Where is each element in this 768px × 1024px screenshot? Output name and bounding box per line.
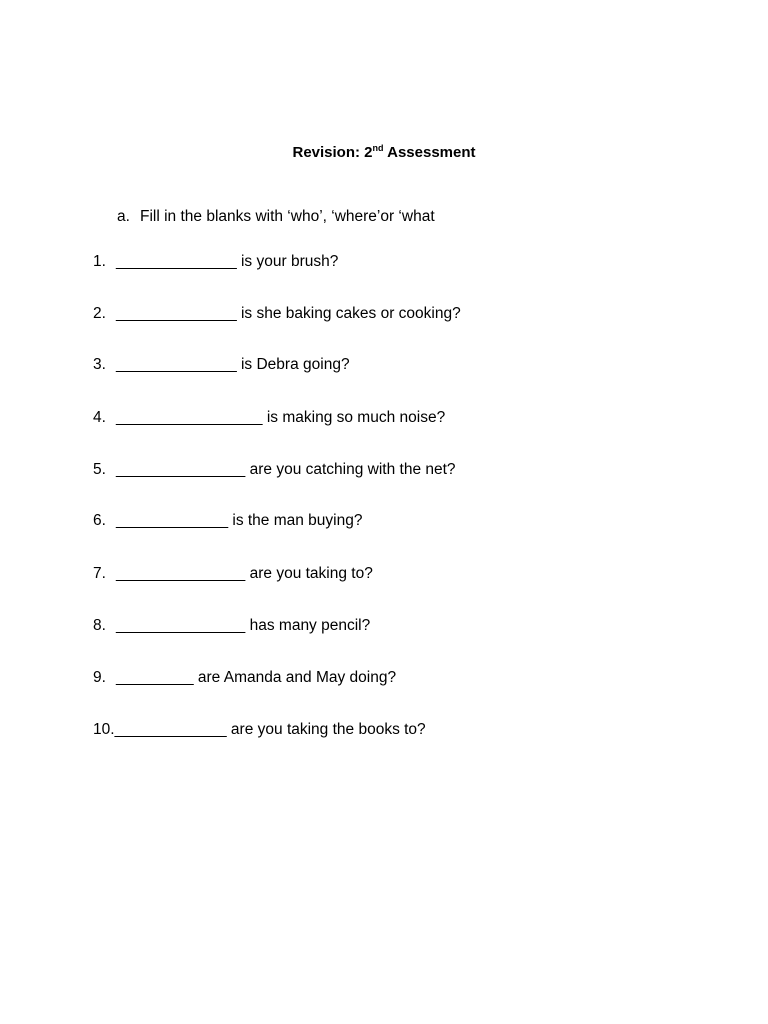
instruction-text: Fill in the blanks with ‘who’, ‘where’or ‘what bbox=[140, 208, 435, 225]
question-text: ______________ is she baking cakes or cooking? bbox=[116, 305, 461, 322]
question-text: _______________ are you catching with the net? bbox=[116, 461, 456, 478]
instruction bbox=[117, 207, 435, 227]
question-number: 1. bbox=[93, 253, 106, 270]
question-number: 9. bbox=[93, 669, 106, 686]
page-title bbox=[0, 143, 768, 163]
question-text: _____________ is the man buying? bbox=[116, 512, 363, 529]
question-7 bbox=[93, 564, 373, 584]
question-number: 10. bbox=[93, 721, 115, 738]
question-text: _______________ has many pencil? bbox=[116, 617, 371, 634]
instruction-marker: a. bbox=[117, 208, 130, 225]
question-text: _________________ is making so much noise? bbox=[116, 409, 446, 426]
question-text: _____________ are you taking the books to? bbox=[114, 721, 426, 738]
question-text: ______________ is Debra going? bbox=[116, 356, 350, 373]
question-number: 7. bbox=[93, 565, 106, 582]
question-number: 8. bbox=[93, 617, 106, 634]
question-3 bbox=[93, 355, 350, 375]
question-6 bbox=[93, 511, 362, 531]
question-text: _______________ are you taking to? bbox=[116, 565, 373, 582]
question-4 bbox=[93, 408, 445, 428]
question-number: 4. bbox=[93, 409, 106, 426]
question-5 bbox=[93, 460, 456, 480]
question-10 bbox=[93, 720, 426, 740]
title-text: Revision: 2 bbox=[292, 144, 373, 161]
question-8 bbox=[93, 616, 370, 636]
title-suffix: Assessment bbox=[383, 144, 476, 161]
question-number: 2. bbox=[93, 305, 106, 322]
question-2 bbox=[93, 304, 461, 324]
title-superscript: nd bbox=[372, 143, 384, 153]
question-number: 6. bbox=[93, 512, 106, 529]
question-1 bbox=[93, 252, 338, 272]
question-number: 5. bbox=[93, 461, 106, 478]
question-number: 3. bbox=[93, 356, 106, 373]
question-text: _________ are Amanda and May doing? bbox=[116, 669, 397, 686]
question-9 bbox=[93, 668, 396, 688]
question-text: ______________ is your brush? bbox=[116, 253, 339, 270]
